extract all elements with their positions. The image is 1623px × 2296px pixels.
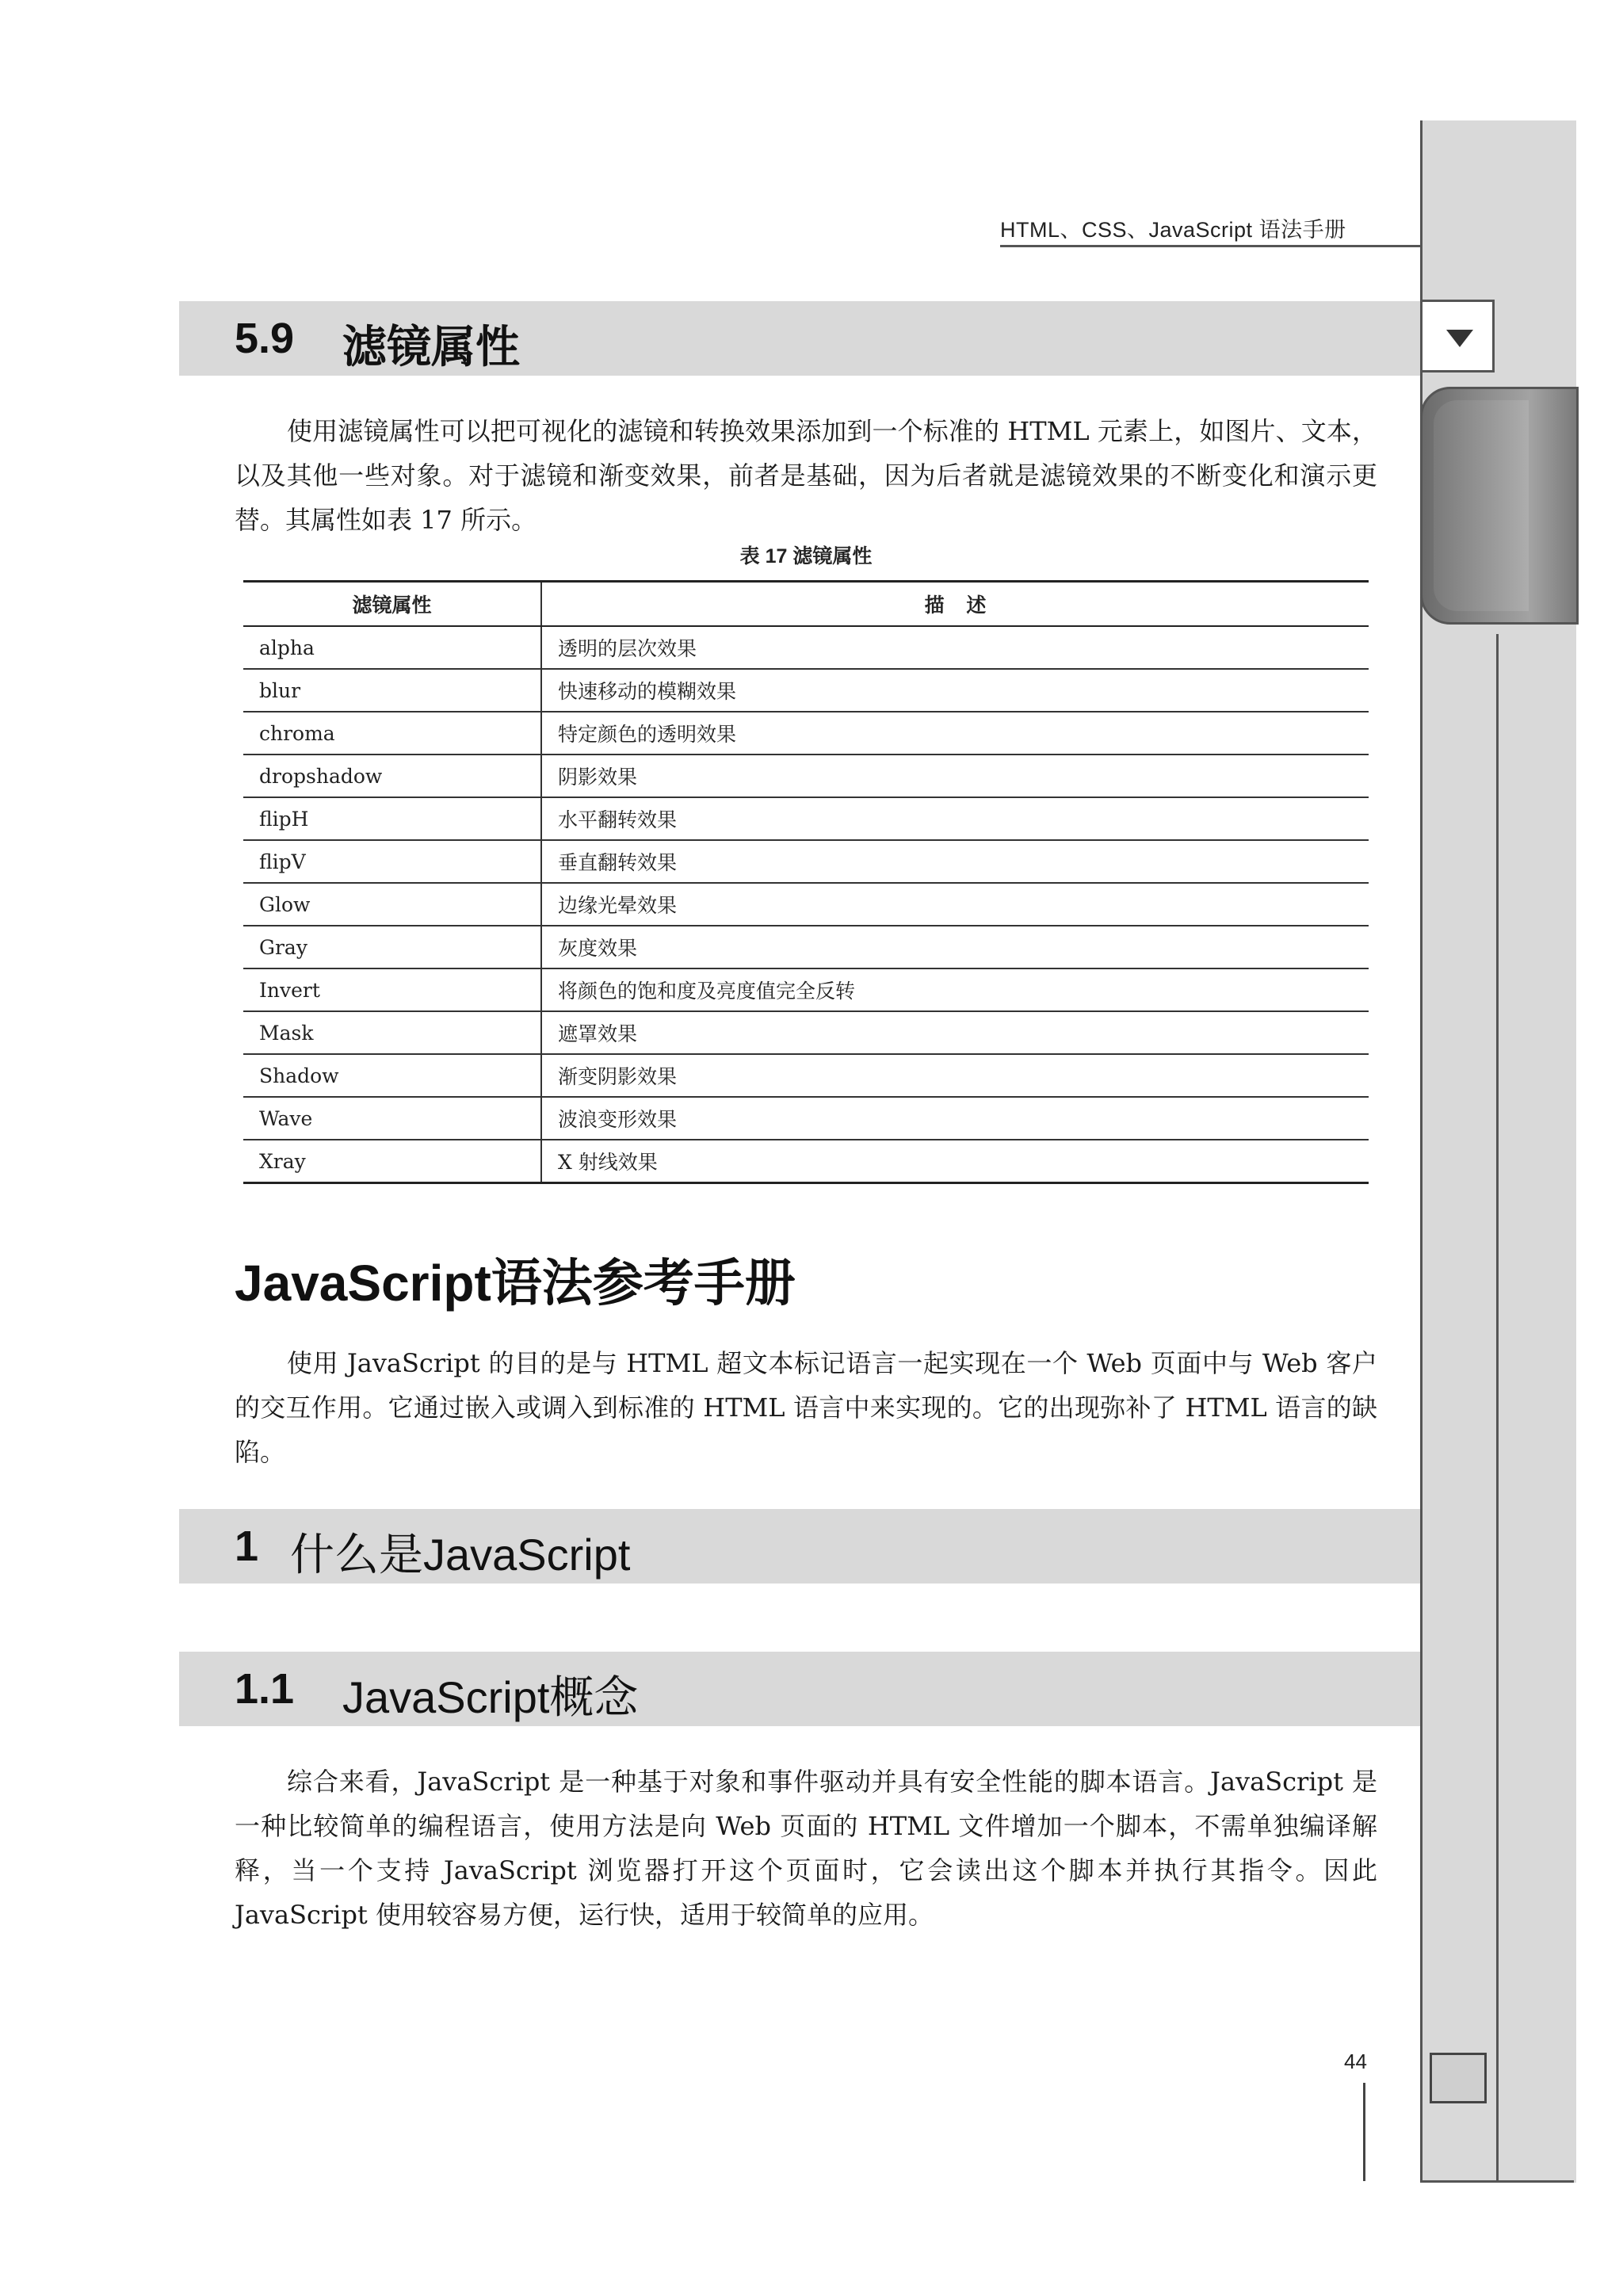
table-row: [243, 669, 1369, 712]
filter-name: flipV: [243, 840, 541, 883]
table-header-row: [243, 582, 1369, 627]
chapter-tab-icon: [1420, 387, 1579, 625]
filter-name: chroma: [243, 712, 541, 755]
table-row: [243, 626, 1369, 669]
filter-description: 水平翻转效果: [541, 797, 1369, 840]
table-row: [243, 1097, 1369, 1140]
filter-description: X 射线效果: [541, 1140, 1369, 1183]
table-row: [243, 926, 1369, 968]
section-number: 5.9: [235, 315, 295, 362]
filter-description: 灰度效果: [541, 926, 1369, 968]
dropdown-button[interactable]: [1420, 300, 1495, 372]
table-row: [243, 1054, 1369, 1097]
filter-name: dropshadow: [243, 755, 541, 797]
table-row: [243, 883, 1369, 926]
table-row: [243, 968, 1369, 1011]
table-header-description: 描 述: [541, 582, 1369, 627]
filter-name: Shadow: [243, 1054, 541, 1097]
table-row: [243, 1140, 1369, 1183]
page-number-rule: [1363, 2083, 1365, 2181]
table-header-filter: 滤镜属性: [243, 582, 541, 627]
filter-name: Glow: [243, 883, 541, 926]
page-marker-box: [1430, 2053, 1487, 2103]
table-row: [243, 712, 1369, 755]
section-number: 1: [235, 1522, 259, 1570]
table-row: [243, 840, 1369, 883]
js-intro-paragraph: 使用 JavaScript 的目的是与 HTML 超文本标记语言一起实现在一个 Web 页面中与 Web 客户的交互作用。它通过嵌入或调入到标准的 HTML 语言中来实现的。它的出现弥补了 HTML 语言的缺陷。: [235, 1348, 1377, 1467]
section-bar-1: [179, 1509, 1420, 1584]
section-bar-5-9: [179, 301, 1420, 376]
js-concept-paragraph: 综合来看，JavaScript 是一种基于对象和事件驱动并具有安全性能的脚本语言。JavaScript 是一种比较简单的编程语言，使用方法是向 Web 页面的 HTML 文件增加一个脚本，不需单独编译解释，当一个支持 JavaScript 浏览器打开这个页面时，它会读出这个脚本并执行其指令。因此 JavaScript 使用较容易方便，运行快，适用于较简单的应用。: [235, 1767, 1377, 1930]
page-number: 44: [1344, 2050, 1367, 2073]
running-header: HTML、CSS、JavaScript 语法手册: [1000, 218, 1346, 242]
filter-description: 特定颜色的透明效果: [541, 712, 1369, 755]
side-bottom-rule: [1420, 2180, 1574, 2183]
filter-name: Xray: [243, 1140, 541, 1183]
filter-description: 快速移动的模糊效果: [541, 669, 1369, 712]
filters-table: [243, 580, 1369, 1184]
filter-description: 阴影效果: [541, 755, 1369, 797]
section-number: 1.1: [235, 1665, 295, 1713]
js-reference-title: JavaScript语法参考手册: [235, 1255, 796, 1312]
section-bar-1-1: [179, 1652, 1420, 1726]
table-row: [243, 1011, 1369, 1054]
section-title: JavaScript概念: [342, 1672, 639, 1722]
filter-description: 边缘光晕效果: [541, 883, 1369, 926]
filter-description: 波浪变形效果: [541, 1097, 1369, 1140]
filter-name: flipH: [243, 797, 541, 840]
section-title: 什么是JavaScript: [290, 1530, 631, 1580]
filter-description: 垂直翻转效果: [541, 840, 1369, 883]
filter-name: blur: [243, 669, 541, 712]
table-caption: 表 17 滤镜属性: [739, 545, 873, 567]
filter-name: Invert: [243, 968, 541, 1011]
filters-intro-paragraph: 使用滤镜属性可以把可视化的滤镜和转换效果添加到一个标准的 HTML 元素上，如图片、文本，以及其他一些对象。对于滤镜和渐变效果，前者是基础，因为后者就是滤镜效果的不断变化和演示更替。其属性如表 17 所示。: [235, 416, 1377, 535]
section-title: 滤镜属性: [342, 322, 520, 372]
filter-description: 遮罩效果: [541, 1011, 1369, 1054]
table-row: [243, 797, 1369, 840]
filter-description: 渐变阴影效果: [541, 1054, 1369, 1097]
filter-description: 将颜色的饱和度及亮度值完全反转: [541, 968, 1369, 1011]
filter-name: Wave: [243, 1097, 541, 1140]
triangle-down-icon: [1446, 330, 1473, 347]
side-inner-rule: [1496, 634, 1578, 2183]
filter-name: alpha: [243, 626, 541, 669]
filter-name: Gray: [243, 926, 541, 968]
chapter-tab-shine: [1434, 400, 1529, 611]
filter-name: Mask: [243, 1011, 541, 1054]
table-row: [243, 755, 1369, 797]
filter-description: 透明的层次效果: [541, 626, 1369, 669]
